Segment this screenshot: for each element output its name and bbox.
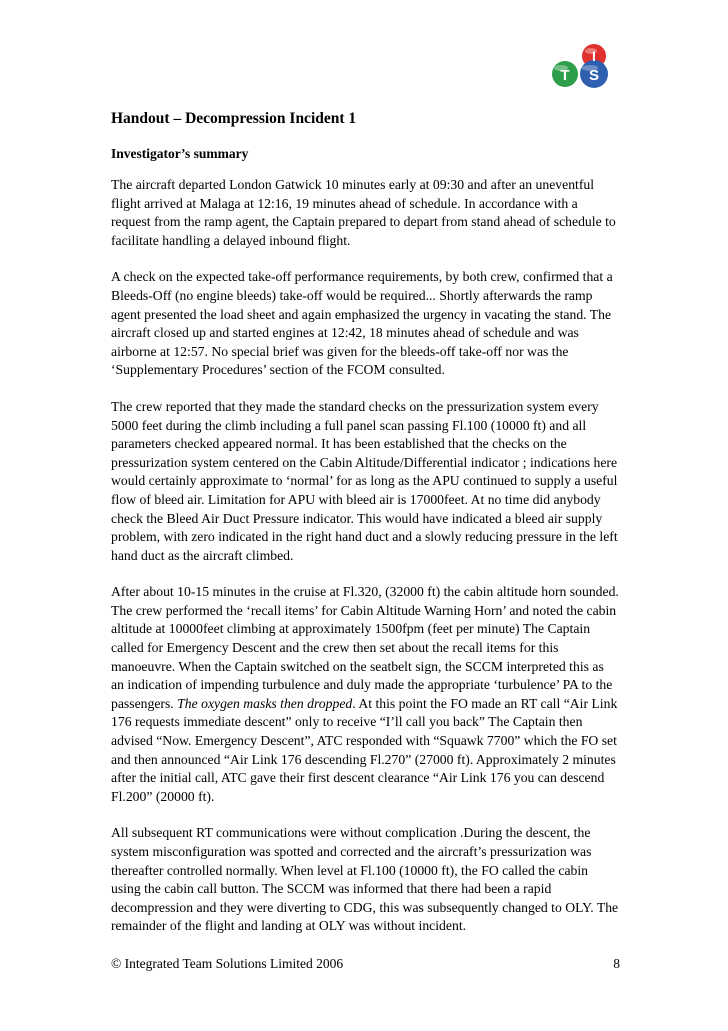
section-heading: Investigator’s summary [111, 146, 249, 161]
paragraph-3: The crew reported that they made the standard checks on the pressurization system every 5000 feet during the climb including a full panel scan passing Fl.100 (10000 ft) and all parameters checked appeared normal. It has been established that the checks on the pressurization system centered on the Cabin Altitude/Differential indicator ; indications here would certainly approximate to ‘normal’ for as long as the APU continued to supply a useful flow of bleed air. Limitation for APU with bleed air is 17000feet. At no time did anybody check the Bleed Air Duct Pressure indicator. This would have indicated a bleed air supply problem, with zero indicated in the right hand duct and a slowly reducing pressure in the left hand duct as the aircraft climbed. [111, 398, 618, 563]
document-title: Handout – Decompression Incident 1 [111, 110, 357, 127]
paragraph-4-text-b: . At this point the FO made an RT call “Air Link 176 requests immediate descent” only to receive “I’ll call you back” The Captain then advised “Now. Emergency Descent”, ATC responded with “Squawk 7700” which the FO set and then announced “Air Link 176 descending Fl.270” (27000 ft). Approximately 2 minutes after the initial call, ATC gave their first descent clearance “Air Link 176 you can descend Fl.200” (20000 ft). [111, 695, 618, 804]
document-body [111, 109, 620, 954]
page-number: 8 [613, 956, 620, 971]
svg-text:S: S [588, 67, 600, 84]
paragraph-4-italic: The oxygen masks then dropped [177, 695, 353, 711]
its-logo-icon [549, 43, 621, 89]
paragraph-5: All subsequent RT communications were without complication .During the descent, the system misconfiguration was spotted and corrected and the aircraft’s pressurization was thereafter controlled normally. When level at Fl.100 (10000 ft), the FO called the cabin using the cabin call button. The SCCM was informed that there had been a rapid decompression and they were diverting to CDG, this was subsequently changed to OLY. The remainder of the flight and landing at OLY was without incident. [111, 825, 619, 934]
paragraph-4-text-a: After about 10-15 minutes in the cruise at Fl.320, (32000 ft) the cabin altitude horn sounded. The crew performed the ‘recall items’ for Cabin Altitude Warning Horn’ and noted the cabin altitude at 10000feet climbing at approximately 1500fpm (feet per minute) The Captain called for Emergency Descent and the crew then set about the recall items for this manoeuvre. When the Captain switched on the seatbelt sign, the SCCM interpreted this as an indication of impending turbulence and duly made the appropriate ‘turbulence’ PA to the passengers. [111, 584, 619, 711]
paragraph-1: The aircraft departed London Gatwick 10 minutes early at 09:30 and after an uneventful flight arrived at Malaga at 12:16, 19 minutes ahead of schedule. In accordance with a request from the ramp agent, the Captain prepared to depart from stand ahead of schedule to facilitate handling a delayed inbound flight. [111, 177, 616, 248]
paragraph-2: A check on the expected take-off performance requirements, by both crew, confirmed that a Bleeds-Off (no engine bleeds) take-off would be required... Shortly afterwards the ramp agent presented the load sheet and again emphasized the urgency in vacating the stand. The aircraft closed up and started engines at 12:42, 18 minutes ahead of schedule and was airborne at 12:57. No special brief was given for the bleeds-off take-off nor was the ‘Supplementary Procedures’ section of the FCOM consulted. [111, 269, 613, 378]
copyright-text: © Integrated Team Solutions Limited 2006 [111, 956, 344, 971]
paragraph-4 [111, 583, 620, 806]
svg-text:I: I [592, 48, 596, 64]
svg-text:T: T [560, 67, 570, 84]
